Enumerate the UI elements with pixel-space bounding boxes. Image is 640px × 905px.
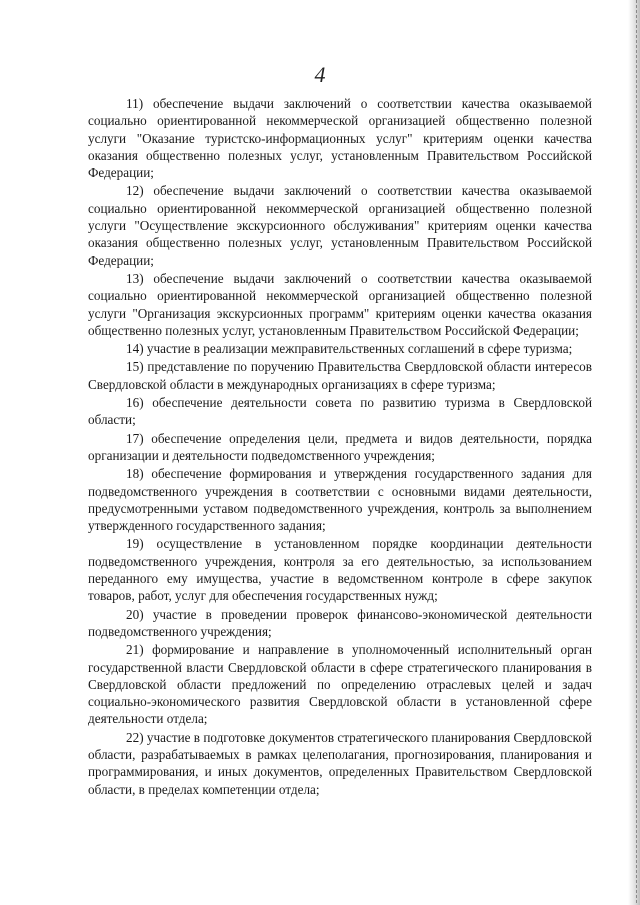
scan-edge-line	[636, 0, 637, 905]
paragraph-item-13: 13) обеспечение выдачи заключений о соответствии качества оказываемой социально ориентированной некоммерческой организацией общественно полезной услуги "Организация экскурсионных программ" критериям оценки качества оказания общественно полезных услуг, установленным Правительством Российской Федерации;	[88, 270, 592, 338]
paragraph-item-21: 21) формирование и направление в уполномоченный исполнительный орган государственной власти Свердловской области в сфере стратегического планирования в Свердловской области предложений по определению отраслевых целей и задач социально-экономического развития Свердловской области в установленной сфере деятельности отдела;	[88, 642, 592, 727]
page-number: 4	[314, 62, 326, 87]
paragraph-item-20: 20) участие в проведении проверок финансово-экономической деятельности подведомственного учреждения;	[88, 606, 592, 639]
paragraph-item-12: 12) обеспечение выдачи заключений о соответствии качества оказываемой социально ориентированной некоммерческой организацией общественно полезной услуги "Осуществление экскурсионного обслуживания" критериям оценки качества оказания общественно полезных услуг, установленным Правительством Российской Федерации;	[88, 183, 592, 268]
scan-edge-shadow	[628, 0, 640, 905]
paragraph-item-22: 22) участие в подготовке документов стратегического планирования Свердловской области, разрабатываемых в рамках целеполагания, прогнозирования, планирования и программирования, и иных документов, определенных Правительством Свердловской области, в пределах компетенции отдела;	[88, 729, 592, 797]
paragraph-item-11: 11) обеспечение выдачи заключений о соответствии качества оказываемой социально ориентированной некоммерческой организацией общественно полезной услуги "Оказание туристско-информационных услуг" критериям оценки качества оказания общественно полезных услуг, установленным Правительством Российской Федерации;	[88, 96, 592, 181]
document-body	[88, 95, 592, 799]
paragraph-item-15: 15) представление по поручению Правительства Свердловской области интересов Свердловской области в международных организациях в сфере туризма;	[88, 359, 592, 392]
paragraph-item-16: 16) обеспечение деятельности совета по развитию туризма в Свердловской области;	[88, 395, 592, 428]
paragraph-item-14: 14) участие в реализации межправительственных соглашений в сфере туризма;	[126, 341, 573, 357]
paragraph-item-19: 19) осуществление в установленном порядке координации деятельности подведомственного учреждения, контроля за его деятельностью, за использованием переданного ему имущества, участие в ведомственном контроле в сфере закупок товаров, работ, услуг для обеспечения государственных нужд;	[88, 536, 592, 604]
paragraph-item-18: 18) обеспечение формирования и утверждения государственного задания для подведомственного учреждения в соответствии с основными видами деятельности, предусмотренными уставом подведомственного учреждения, контроль за выполнением утвержденного государственного задания;	[88, 466, 592, 534]
paragraph-item-17: 17) обеспечение определения цели, предмета и видов деятельности, порядка организации и деятельности подведомственного учреждения;	[88, 430, 592, 463]
